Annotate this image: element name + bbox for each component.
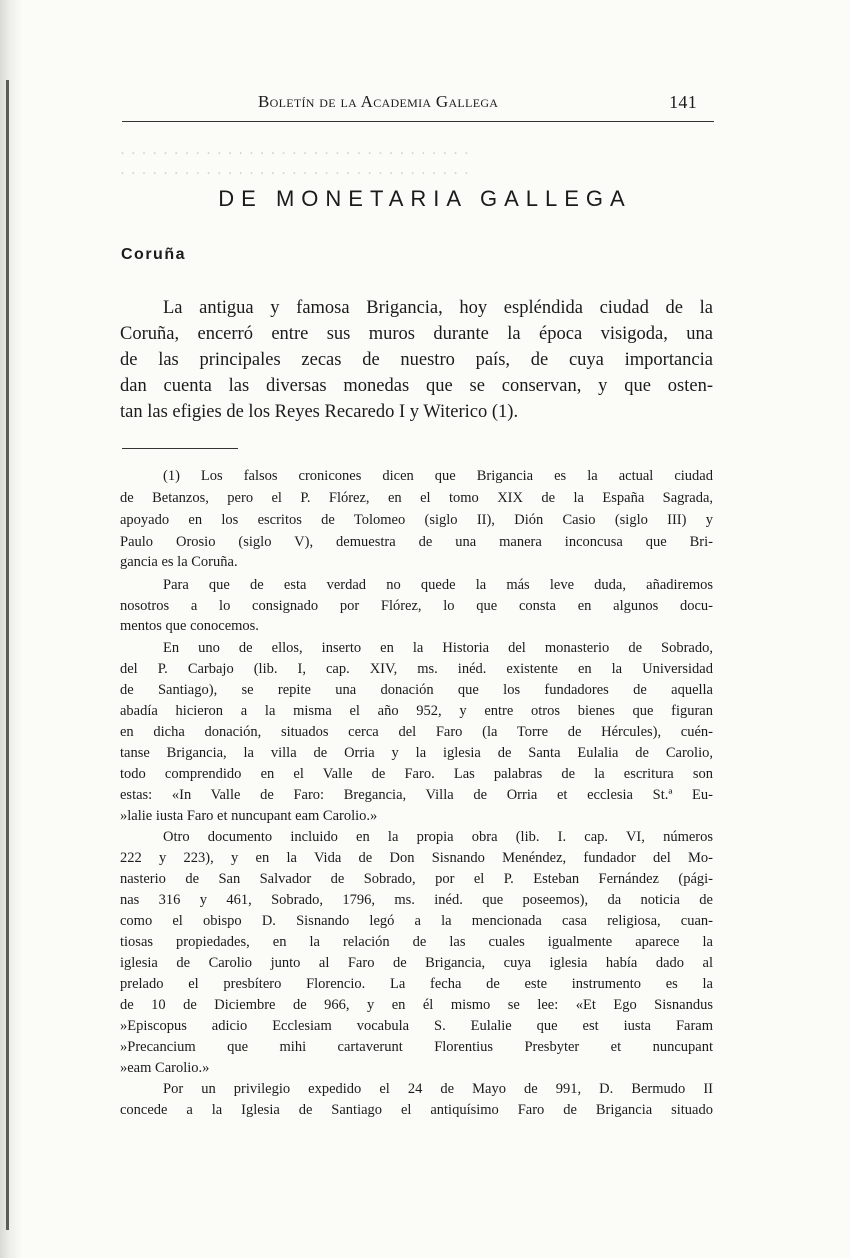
body-text-line: La antigua y famosa Brigancia, hoy espléndida ciudad de la (163, 298, 713, 318)
footnote-line: todo comprendido en el Valle de Faro. Las palabras de la escritura son (120, 766, 713, 782)
body-text-line: dan cuenta las diversas monedas que se conservan, y que osten- (120, 376, 713, 396)
footnote-line: prelado el presbítero Florencio. La fecha de este instrumento es la (120, 976, 713, 992)
footnote-line: Para que de esta verdad no quede la más leve duda, añadiremos (163, 577, 713, 593)
article-title: DE MONETARIA GALLEGA (218, 186, 632, 211)
show-through-text: · · · · · · · · · · · · · · · · · · · · · · · · · · · · · · · · · (120, 146, 470, 162)
footnote-line: Paulo Orosio (siglo V), demuestra de una manera inconcusa que Bri- (120, 534, 713, 550)
footnote-line: abadía hicieron a la misma el año 952, y entre otros bienes que figuran (120, 703, 713, 719)
footnote-line: Otro documento incluido en la propia obra (lib. I. cap. VI, números (163, 829, 713, 845)
footnote-rule (122, 448, 238, 449)
section-heading: Coruña (121, 246, 186, 263)
footnote-line: concede a la Iglesia de Santiago el antiquísimo Faro de Brigancia situado (120, 1102, 713, 1118)
footnote-line: En uno de ellos, inserto en la Historia del monasterio de Sobrado, (163, 640, 713, 656)
footnote-line: 222 y 223), y en la Vida de Don Sisnando Menéndez, fundador del Mo- (120, 850, 713, 866)
footnote-line: de Santiago), se repite una donación que los fundadores de aquella (120, 682, 713, 698)
footnote-line: »Precancium que mihi cartaverunt Florentius Presbyter et nuncupant (120, 1039, 713, 1055)
footnote-line: Por un privilegio expedido el 24 de Mayo de 991, D. Bermudo II (163, 1081, 713, 1097)
footnote-line: (1) Los falsos cronicones dicen que Brigancia es la actual ciudad (163, 468, 713, 484)
body-text-line: tan las efigies de los Reyes Recaredo I y Witerico (1). (120, 402, 519, 422)
footnote-line: mentos que conocemos. (120, 618, 259, 634)
footnote-line: »eam Carolio.» (120, 1060, 210, 1076)
footnote-line: nas 316 y 461, Sobrado, 1796, ms. inéd. que poseemos), da noticia de (120, 892, 713, 908)
footnote-line: »Episcopus adicio Ecclesiam vocabula S. Eulalie que est iusta Faram (120, 1018, 713, 1034)
footnote-line: como el obispo D. Sisnando legó a la mencionada casa religiosa, cuan- (120, 913, 713, 929)
footnote-line: tanse Brigancia, la villa de Orria y la iglesia de Santa Eulalia de Carolio, (120, 745, 713, 761)
footnote-line: nasterio de San Salvador de Sobrado, por el P. Esteban Fernández (pági- (120, 871, 713, 887)
footnote-line: nosotros a lo consignado por Flórez, lo que consta en algunos docu- (120, 598, 713, 614)
footnote-line: gancia es la Coruña. (120, 554, 238, 570)
footnote-line: de 10 de Diciembre de 966, y en él mismo se lee: «Et Ego Sisnandus (120, 997, 713, 1013)
page-number: 141 (669, 92, 697, 112)
footnote-line: apoyado en los escritos de Tolomeo (siglo II), Dión Casio (siglo III) y (120, 512, 713, 528)
running-head (258, 88, 713, 118)
footnote-line: en dicha donación, situados cerca del Faro (la Torre de Hércules), cuén- (120, 724, 713, 740)
footnote-line: de Betanzos, pero el P. Flórez, en el tomo XIX de la España Sagrada, (120, 490, 713, 506)
show-through-text: · · · · · · · · · · · · · · · · · · · · · · · · · · · · · · · · · (120, 166, 470, 182)
footnote-line: iglesia de Carolio junto al Faro de Brigancia, cuya iglesia había dado al (120, 955, 713, 971)
header-rule (122, 121, 714, 122)
footnote-line: estas: «In Valle de Faro: Bregancia, Villa de Orria et ecclesia St.ª Eu- (120, 787, 713, 803)
footnote-line: »lalie iusta Faro et nuncupant eam Carolio.» (120, 808, 378, 824)
running-title: Boletín de la Academia Gallega (258, 92, 499, 111)
body-text-line: de las principales zecas de nuestro país, de cuya importancia (120, 350, 713, 370)
body-text-line: Coruña, encerró entre sus muros durante la época visigoda, una (120, 324, 713, 344)
footnote-line: tiosas propiedades, en la relación de las cuales igualmente aparece la (120, 934, 713, 950)
footnote-line: del P. Carbajo (lib. I, cap. XIV, ms. inéd. existente en la Universidad (120, 661, 713, 677)
